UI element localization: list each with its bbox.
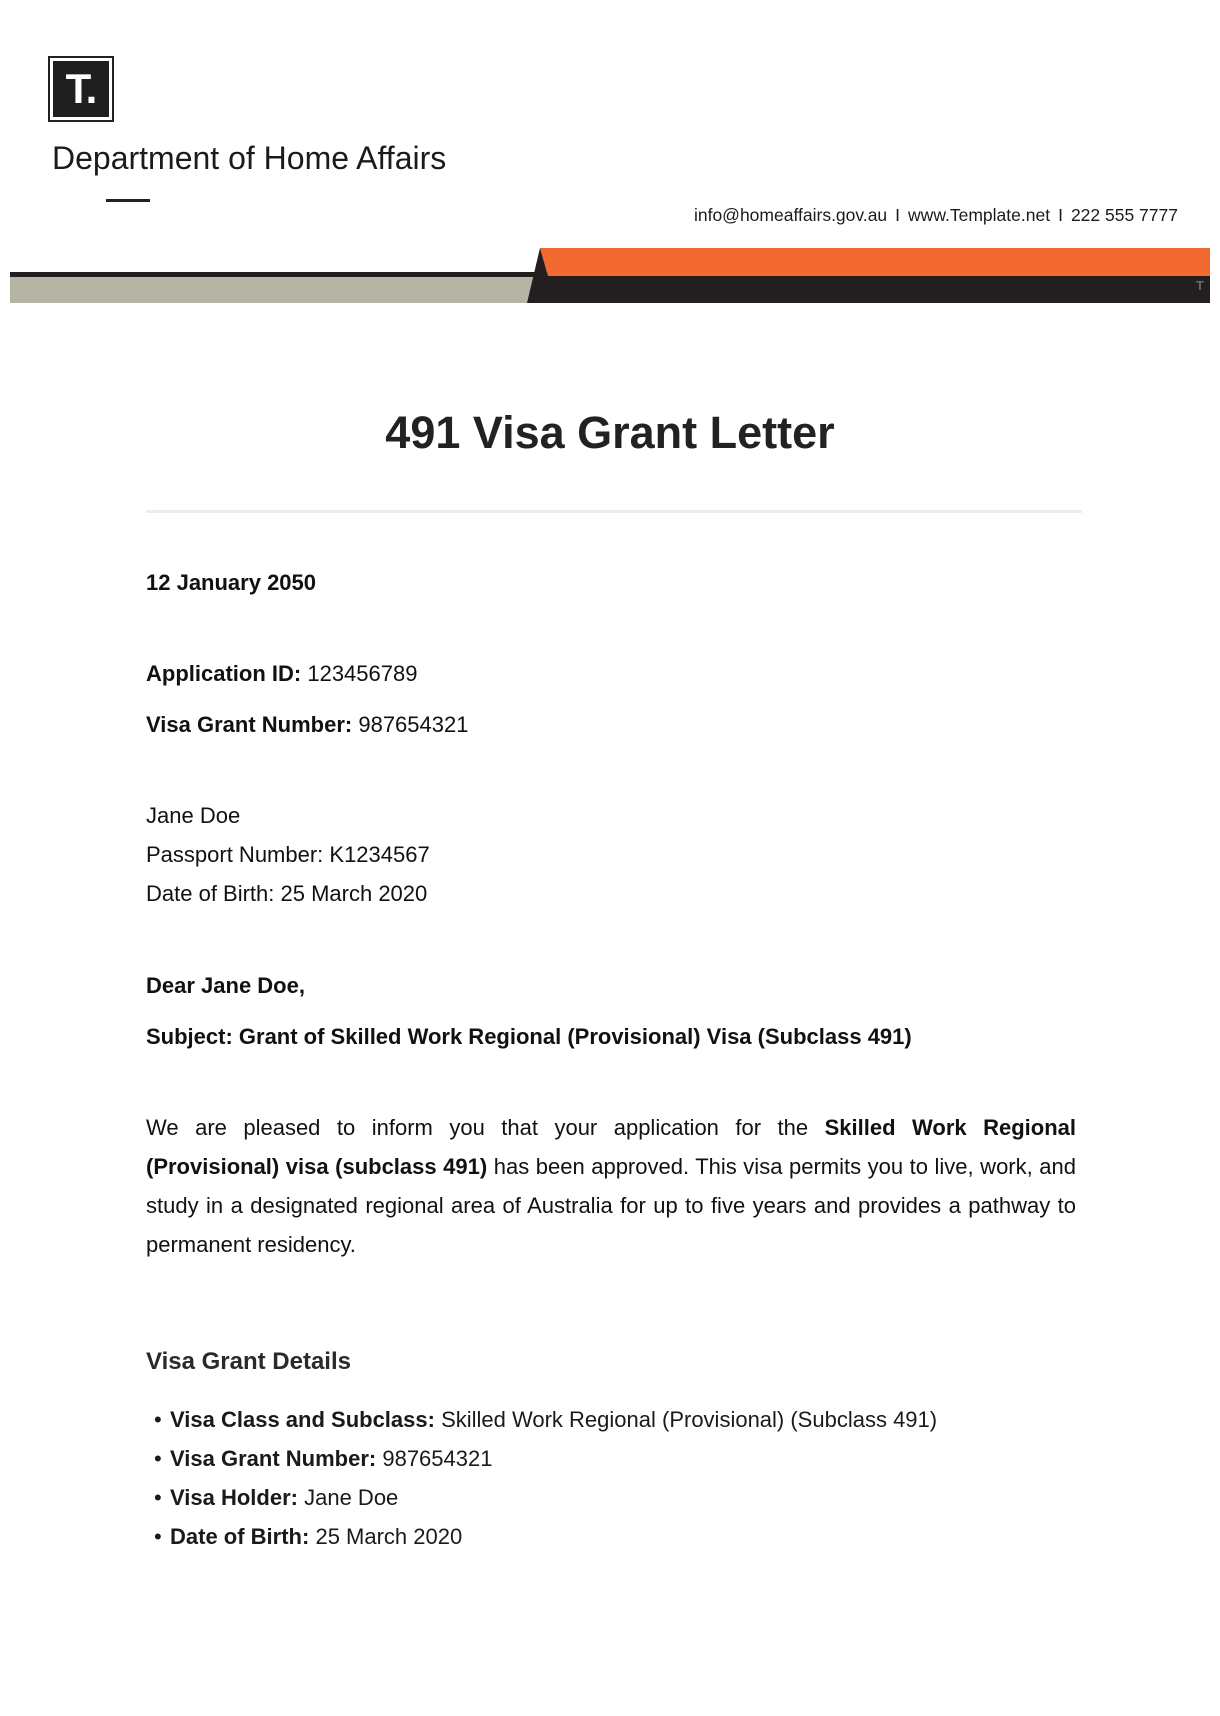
subject-line: Subject: Grant of Skilled Work Regional (Provisional) Visa (Subclass 491)	[146, 1024, 912, 1049]
details-list	[146, 1400, 937, 1556]
contact-email: info@homeaffairs.gov.au	[693, 205, 888, 225]
contact-phone: 222 555 7777	[1070, 205, 1178, 225]
recipient-block	[146, 796, 1076, 913]
banner-dark-line	[10, 272, 550, 277]
title-divider	[146, 510, 1082, 513]
application-id-value: 123456789	[307, 661, 418, 686]
logo-mark: T.	[53, 61, 109, 117]
bullet: •	[154, 1446, 162, 1471]
document-title: 491 Visa Grant Letter	[385, 407, 835, 458]
recipient-name: Jane Doe	[146, 803, 241, 828]
body-text-end: has been approved. This visa permits you to live, work, and study in a designated regional area of Australia for up to five years and provides a pathway to permanent residency.	[146, 1154, 1076, 1257]
body-text-start: We are pleased to inform you that your application for the	[146, 1115, 825, 1140]
grant-number-value: 987654321	[358, 712, 469, 737]
banner-orange-band	[540, 248, 1210, 276]
section-heading: Visa Grant Details	[146, 1348, 351, 1375]
detail-value: 25 March 2020	[315, 1524, 463, 1549]
contact-info	[694, 205, 1178, 226]
banner-khaki-band	[10, 273, 535, 303]
bullet: •	[154, 1524, 162, 1549]
header-divider	[106, 199, 150, 202]
contact-website: www.Template.net	[908, 205, 1051, 225]
recipient-dob: Date of Birth: 25 March 2020	[146, 881, 428, 906]
detail-label: Visa Holder:	[170, 1485, 298, 1510]
bullet: •	[154, 1485, 162, 1510]
detail-value: Jane Doe	[304, 1485, 399, 1510]
application-id-label: Application ID:	[146, 661, 302, 686]
grant-number-line	[146, 705, 1076, 744]
grant-number-label: Visa Grant Number:	[146, 712, 353, 737]
list-item	[146, 1400, 937, 1439]
detail-value: 987654321	[382, 1446, 493, 1471]
header-banner	[10, 245, 1210, 303]
detail-label: Date of Birth:	[170, 1524, 310, 1549]
banner-mark: T	[1196, 278, 1204, 293]
list-item	[146, 1439, 937, 1478]
detail-label: Visa Grant Number:	[170, 1446, 377, 1471]
contact-separator: I	[895, 205, 901, 225]
list-item	[146, 1478, 937, 1517]
recipient-passport: Passport Number: K1234567	[146, 842, 430, 867]
bullet: •	[154, 1407, 162, 1432]
application-id-line	[146, 654, 1076, 693]
letter-date: 12 January 2050	[146, 570, 317, 595]
organization-name: Department of Home Affairs	[52, 140, 447, 176]
contact-separator: I	[1058, 205, 1063, 225]
list-item	[146, 1517, 937, 1556]
body-visa-name: Skilled Work Regional (Provisional) visa (subclass 491)	[146, 1115, 1077, 1179]
body-paragraph	[146, 1108, 1076, 1264]
salutation: Dear Jane Doe,	[146, 973, 305, 998]
logo	[48, 56, 114, 122]
detail-label: Visa Class and Subclass:	[170, 1407, 435, 1432]
detail-value: Skilled Work Regional (Provisional) (Subclass 491)	[441, 1407, 938, 1432]
